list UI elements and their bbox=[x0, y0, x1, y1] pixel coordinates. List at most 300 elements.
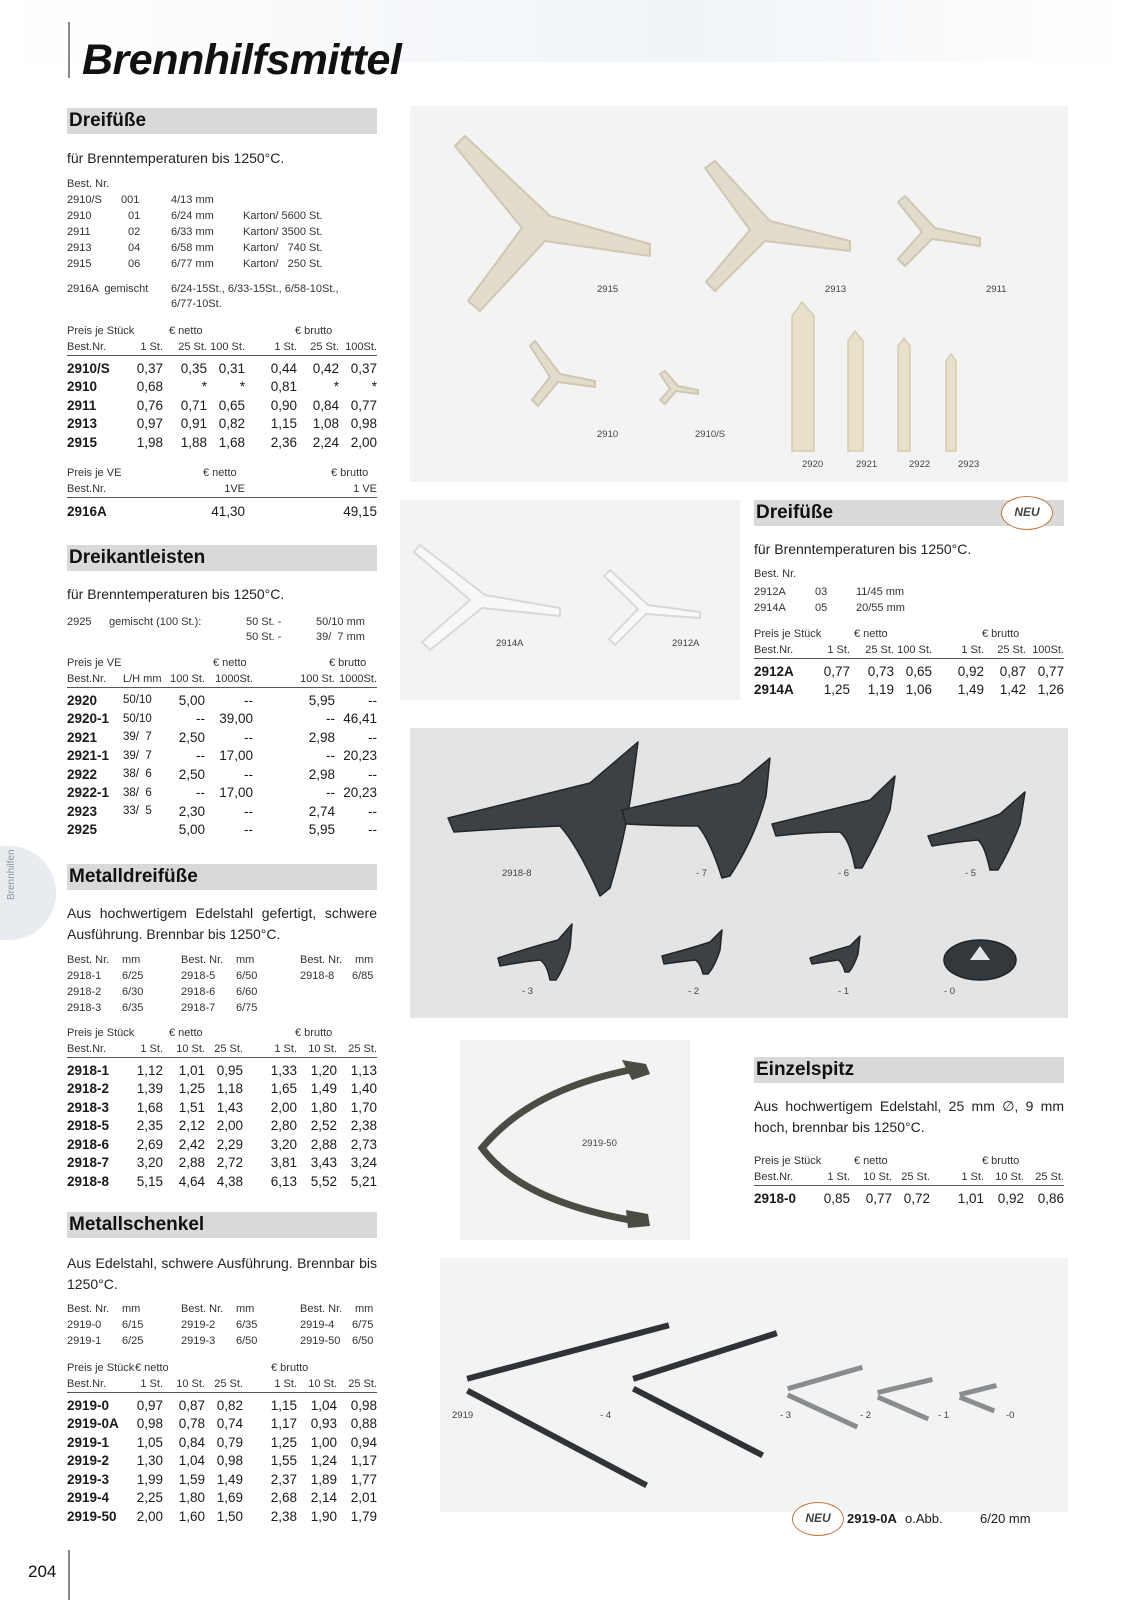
cell: 5,15 bbox=[136, 1173, 163, 1189]
cell: 0,92 bbox=[997, 1190, 1024, 1206]
col-header: 10 St. bbox=[863, 1171, 892, 1183]
cell: 3,20 bbox=[136, 1155, 163, 1171]
list-header: Best. Nr. bbox=[181, 1303, 224, 1315]
table-row bbox=[67, 1452, 377, 1471]
cell: 2,69 bbox=[136, 1136, 163, 1152]
bar-2923 bbox=[946, 354, 956, 451]
table-row bbox=[67, 1098, 377, 1117]
photo-metallschenkel bbox=[440, 1258, 1068, 1512]
caption: - 6 bbox=[838, 868, 850, 879]
cell: -- bbox=[196, 748, 205, 764]
item-code: 2911 bbox=[67, 226, 91, 238]
cell: 2919-0 bbox=[67, 1397, 110, 1413]
item-code: 2918-1 bbox=[67, 970, 102, 982]
cell: 2918-6 bbox=[67, 1136, 110, 1152]
photo-new-tripods bbox=[400, 500, 740, 700]
leg-2919-top bbox=[470, 1326, 666, 1378]
brutto-label: € brutto bbox=[295, 1027, 333, 1039]
cell: 0,35 bbox=[180, 360, 207, 376]
col-header: 25 St. bbox=[348, 1043, 377, 1055]
item-code: 2919-50 bbox=[300, 1335, 341, 1347]
col-header: 25 St. bbox=[214, 1043, 243, 1055]
cell: 0,65 bbox=[905, 663, 932, 679]
col-header: Best.Nr. bbox=[754, 644, 794, 656]
cell: -- bbox=[196, 785, 205, 801]
col-header: 1 St. bbox=[274, 341, 297, 353]
price-rows bbox=[67, 359, 377, 452]
mixed-part-a-size: 50/10 mm bbox=[316, 616, 365, 628]
cell: 17,00 bbox=[219, 785, 253, 801]
caption: - 3 bbox=[780, 1410, 792, 1421]
cell: 2918-3 bbox=[67, 1099, 110, 1115]
cell: 1,80 bbox=[310, 1099, 337, 1115]
cell: 0,77 bbox=[1037, 663, 1064, 679]
cell: 0,90 bbox=[270, 397, 297, 413]
caption: - 1 bbox=[938, 1410, 950, 1421]
item-code: 2915 bbox=[67, 258, 92, 270]
item-code: 2918-5 bbox=[181, 970, 216, 982]
price-label: Preis je Stück bbox=[754, 1155, 822, 1167]
item-size: 6/35 bbox=[122, 1002, 144, 1014]
brutto-label: € brutto bbox=[982, 1155, 1020, 1167]
cell: 1,42 bbox=[999, 682, 1026, 698]
cell: 2919-2 bbox=[67, 1453, 110, 1469]
netto-label: € netto bbox=[213, 657, 247, 669]
metallschenkel-intro: Aus Edelstahl, schwere Ausführung. Brennbar bis 1250°C. bbox=[67, 1255, 377, 1292]
page-title: Brennhilfsmittel bbox=[82, 36, 402, 84]
cell: 0,84 bbox=[178, 1434, 205, 1450]
cell: 0,73 bbox=[867, 663, 894, 679]
cell: 1,80 bbox=[178, 1490, 205, 1506]
cell: 0,76 bbox=[136, 397, 163, 413]
cell: 0,97 bbox=[136, 1397, 163, 1413]
cell: -- bbox=[368, 803, 377, 819]
cell: 0,87 bbox=[178, 1397, 205, 1413]
col-header: 1 St. bbox=[140, 1043, 163, 1055]
cell: 3,43 bbox=[310, 1155, 337, 1171]
mixed-code: 2925 bbox=[67, 616, 92, 628]
cell: 1,08 bbox=[312, 416, 339, 432]
col-header: 100St. bbox=[1032, 644, 1064, 656]
col-header: 10 St. bbox=[308, 1043, 337, 1055]
item-size: 6/50 bbox=[236, 1335, 258, 1347]
cell: 2,00 bbox=[350, 434, 377, 450]
item-size: 6/25 bbox=[122, 970, 144, 982]
list-header: mm bbox=[355, 954, 374, 966]
cell: 2911 bbox=[67, 397, 97, 413]
cell: 2910 bbox=[67, 379, 98, 395]
cell: 0,93 bbox=[310, 1416, 337, 1432]
cell: -- bbox=[368, 822, 377, 838]
item-code: 2918-8 bbox=[300, 970, 335, 982]
cell: 1,77 bbox=[350, 1471, 377, 1487]
cell: -- bbox=[244, 803, 253, 819]
tripod-2911 bbox=[898, 196, 980, 266]
cell: * bbox=[201, 379, 207, 395]
cell: 1,30 bbox=[136, 1453, 163, 1469]
cell: 2,72 bbox=[216, 1155, 243, 1171]
item-size: 6/30 bbox=[122, 986, 144, 998]
cell: 1,79 bbox=[350, 1508, 377, 1524]
list-header: mm bbox=[236, 954, 255, 966]
cell: 2,42 bbox=[178, 1136, 205, 1152]
netto-label: € netto bbox=[854, 628, 888, 640]
table-row bbox=[67, 415, 377, 434]
item-size-code: 02 bbox=[128, 226, 141, 238]
table-row bbox=[67, 1080, 377, 1099]
cell: 1,18 bbox=[216, 1081, 243, 1097]
cell: 0,98 bbox=[136, 1416, 163, 1432]
caption: 2919 bbox=[452, 1410, 474, 1421]
cell: 2922 bbox=[67, 766, 98, 782]
cell: 0,95 bbox=[216, 1062, 243, 1078]
table-row bbox=[67, 1507, 377, 1526]
caption: - 0 bbox=[944, 986, 956, 997]
netto-label: € netto bbox=[169, 325, 203, 337]
caption: 2911 bbox=[986, 284, 1007, 295]
col-header: 25 St. bbox=[348, 1378, 377, 1390]
caption: - 7 bbox=[696, 868, 708, 879]
cell: 2921 bbox=[67, 729, 98, 745]
price-rows bbox=[754, 662, 1064, 699]
cell: 1,25 bbox=[823, 682, 850, 698]
cell: 3,20 bbox=[270, 1136, 297, 1152]
cell: 2920 bbox=[67, 692, 98, 708]
cell: 5,00 bbox=[178, 692, 205, 708]
cell: 1,17 bbox=[350, 1453, 377, 1469]
list-header: Best. Nr. bbox=[754, 568, 797, 580]
cell: * bbox=[333, 379, 339, 395]
col-header: 1000St. bbox=[339, 673, 377, 685]
caption: 2923 bbox=[958, 459, 980, 470]
cell: 0,77 bbox=[865, 1190, 892, 1206]
cell: 1,19 bbox=[867, 682, 894, 698]
item-size-code: 05 bbox=[815, 602, 828, 614]
cell: 1,69 bbox=[216, 1490, 243, 1506]
cell: 1,55 bbox=[270, 1453, 297, 1469]
item-code: 2919-0 bbox=[67, 1319, 102, 1331]
cell: 2919-1 bbox=[67, 1434, 110, 1450]
brutto-label: € brutto bbox=[331, 467, 369, 479]
caption: 2922 bbox=[909, 459, 931, 470]
cell: 0,68 bbox=[136, 379, 163, 395]
cell: 1,13 bbox=[350, 1062, 377, 1078]
table-row bbox=[754, 662, 1064, 681]
cell: 0,98 bbox=[350, 1397, 377, 1413]
table-row bbox=[67, 1135, 377, 1154]
cell: 1,99 bbox=[136, 1471, 163, 1487]
cell: 2,29 bbox=[216, 1136, 243, 1152]
cell: -- bbox=[196, 711, 205, 727]
item-code: 2918-7 bbox=[181, 1002, 216, 1014]
cell: 5,95 bbox=[308, 822, 335, 838]
cell: 2918-7 bbox=[67, 1155, 110, 1171]
item-packaging: Karton/ 5600 St. bbox=[243, 210, 323, 222]
cell: 1,49 bbox=[310, 1081, 337, 1097]
cell: 0,77 bbox=[350, 397, 377, 413]
item-size: 6/75 bbox=[352, 1319, 374, 1331]
caption: 2912A bbox=[672, 638, 700, 649]
cell: 2,36 bbox=[270, 434, 297, 450]
cell: 2,14 bbox=[310, 1490, 337, 1506]
cell: 0,37 bbox=[136, 360, 163, 376]
cell: 0,74 bbox=[216, 1416, 243, 1432]
cell: 2919-0A bbox=[67, 1416, 119, 1432]
cell: 2,52 bbox=[310, 1118, 337, 1134]
item-size: 6/50 bbox=[236, 970, 258, 982]
cell: 2,50 bbox=[178, 729, 205, 745]
cell: 1,05 bbox=[136, 1434, 163, 1450]
cell: 4,38 bbox=[216, 1173, 243, 1189]
caption: 2914A bbox=[496, 638, 524, 649]
footer-note-label: o.Abb. bbox=[905, 1511, 943, 1526]
metal-disc-0 bbox=[944, 940, 1016, 980]
cell: 2,12 bbox=[178, 1118, 205, 1134]
cell: 2,98 bbox=[308, 729, 335, 745]
cell: 2,30 bbox=[178, 803, 205, 819]
caption: - 3 bbox=[522, 986, 534, 997]
leg-2-top bbox=[880, 1380, 930, 1392]
cell: 2919-3 bbox=[67, 1471, 110, 1487]
cell: 2,00 bbox=[136, 1508, 163, 1524]
cell: * bbox=[239, 379, 245, 395]
cell: 2913 bbox=[67, 416, 98, 432]
section-dreifuesse-heading: Dreifüße bbox=[67, 108, 377, 134]
leg-4-bottom bbox=[636, 1390, 760, 1454]
caption: -0 bbox=[1006, 1410, 1015, 1421]
cell: 3,24 bbox=[350, 1155, 377, 1171]
item-size: 6/50 bbox=[352, 1335, 374, 1347]
mixed-line-2: 6/77-10St. bbox=[171, 298, 222, 310]
cell: -- bbox=[368, 729, 377, 745]
cell: 1,68 bbox=[136, 1099, 163, 1115]
dreifuesse-neu-price-table bbox=[754, 627, 1064, 699]
table-row bbox=[67, 1470, 377, 1489]
table-row bbox=[754, 681, 1064, 700]
item-dimensions: 6/24 mm bbox=[171, 210, 214, 222]
caption: - 4 bbox=[600, 1410, 612, 1421]
col-header: 25 St. bbox=[214, 1378, 243, 1390]
photo-metal-tripods bbox=[410, 728, 1068, 1018]
col-header: 100 St. bbox=[170, 673, 205, 685]
cell: 1,88 bbox=[180, 434, 207, 450]
dreikantleisten-price-table bbox=[67, 656, 377, 839]
cell: 1,50 bbox=[216, 1508, 243, 1524]
caption: - 1 bbox=[838, 986, 850, 997]
col-header: 10 St. bbox=[995, 1171, 1024, 1183]
col-header: 1 St. bbox=[274, 1378, 297, 1390]
item-size: 6/25 bbox=[122, 1335, 144, 1347]
item-code: 2913 bbox=[67, 242, 92, 254]
leg-3-top bbox=[790, 1368, 860, 1388]
col-header: 1 St. bbox=[274, 1043, 297, 1055]
section-einzelspitz-heading: Einzelspitz bbox=[754, 1057, 1064, 1083]
mixed-line-1: 6/24-15St., 6/33-15St., 6/58-10St., bbox=[171, 283, 339, 295]
cell: 1,49 bbox=[216, 1471, 243, 1487]
metal-tripod-2918-8 bbox=[448, 742, 638, 896]
col-header: 25 St. bbox=[178, 341, 207, 353]
item-code: 2912A bbox=[754, 586, 786, 598]
cell: 1,33 bbox=[270, 1062, 297, 1078]
leg-1-bottom bbox=[962, 1398, 992, 1410]
list-header: mm bbox=[355, 1303, 374, 1315]
cell: 2,00 bbox=[270, 1099, 297, 1115]
cell: 1,15 bbox=[270, 416, 297, 432]
col-header: 25 St. bbox=[310, 341, 339, 353]
col-header: Best.Nr. bbox=[67, 341, 107, 353]
item-dimensions: 6/33 mm bbox=[171, 226, 214, 238]
cell: 2,98 bbox=[308, 766, 335, 782]
col-header: 10 St. bbox=[176, 1378, 205, 1390]
table-row bbox=[67, 1061, 377, 1080]
cell: 17,00 bbox=[219, 748, 253, 764]
table-row bbox=[67, 378, 377, 397]
footer-note-size: 6/20 mm bbox=[980, 1511, 1031, 1526]
caption: 2918-8 bbox=[502, 868, 532, 879]
cell: 1,15 bbox=[270, 1397, 297, 1413]
leg-3-bottom bbox=[790, 1396, 855, 1426]
cell: 39/ 7 bbox=[123, 749, 152, 762]
item-code: 2919-2 bbox=[181, 1319, 216, 1331]
cell: 33/ 5 bbox=[123, 805, 152, 818]
cell: 2918-2 bbox=[67, 1081, 110, 1097]
caption: 2910 bbox=[597, 429, 619, 440]
metal-tripod-5 bbox=[928, 792, 1025, 870]
cell: 1,39 bbox=[136, 1081, 163, 1097]
item-packaging: Karton/ 740 St. bbox=[243, 242, 323, 254]
col-header: 1 St. bbox=[827, 1171, 850, 1183]
bar-2920 bbox=[792, 302, 814, 451]
col-header: Best.Nr. bbox=[67, 673, 107, 685]
cell: 20,23 bbox=[343, 748, 377, 764]
cell: 5,52 bbox=[310, 1173, 337, 1189]
cell: 0,37 bbox=[350, 360, 377, 376]
cell: 1,40 bbox=[350, 1081, 377, 1097]
cell: 0,81 bbox=[270, 379, 297, 395]
cell: 1,25 bbox=[270, 1434, 297, 1450]
bent-leg-illustration bbox=[460, 1040, 690, 1240]
cell: 0,79 bbox=[216, 1434, 243, 1450]
brutto-label: € brutto bbox=[271, 1362, 309, 1374]
list-header: Best. Nr. bbox=[300, 954, 343, 966]
cell: 2919-4 bbox=[67, 1490, 110, 1506]
cell: 1,17 bbox=[270, 1416, 297, 1432]
cell: -- bbox=[326, 785, 335, 801]
cell: 50/10 bbox=[123, 694, 152, 707]
cell: 2919-50 bbox=[67, 1508, 117, 1524]
caption: 2913 bbox=[825, 284, 847, 295]
cell: -- bbox=[368, 692, 377, 708]
cell: 1,43 bbox=[216, 1099, 243, 1115]
col-header: 1 St. bbox=[961, 644, 984, 656]
cell: 0,42 bbox=[312, 360, 339, 376]
cell: 1,01 bbox=[957, 1190, 984, 1206]
table-row bbox=[67, 691, 377, 710]
tripod-2910 bbox=[530, 341, 595, 406]
dreifuesse-intro: für Brenntemperaturen bis 1250°C. bbox=[67, 150, 285, 166]
item-code: 2919-1 bbox=[67, 1335, 102, 1347]
item-size: 6/15 bbox=[122, 1319, 144, 1331]
cell: 5,21 bbox=[350, 1173, 377, 1189]
mixed-part-b-size: 39/ 7 mm bbox=[316, 631, 365, 643]
section-metalldreifuesse-heading: Metalldreifüße bbox=[67, 864, 377, 890]
cell: 2921-1 bbox=[67, 748, 110, 764]
table-row bbox=[67, 765, 377, 784]
cell: 0,78 bbox=[178, 1416, 205, 1432]
table-row bbox=[67, 396, 377, 415]
cell: 2,25 bbox=[136, 1490, 163, 1506]
cell: 1,98 bbox=[136, 434, 163, 450]
price-rows bbox=[67, 691, 377, 839]
cell: 2,38 bbox=[350, 1118, 377, 1134]
cell: -- bbox=[244, 766, 253, 782]
dreifuesse-neu-intro: für Brenntemperaturen bis 1250°C. bbox=[754, 541, 972, 557]
cell: 0,88 bbox=[350, 1416, 377, 1432]
new-tripods-illustration bbox=[400, 500, 740, 700]
cell: 5,00 bbox=[178, 822, 205, 838]
item-dimensions: 6/77 mm bbox=[171, 258, 214, 270]
metalldreifuesse-price-table bbox=[67, 1026, 377, 1191]
cell: 3,81 bbox=[270, 1155, 297, 1171]
cell: 2912A bbox=[754, 663, 794, 679]
leg-4-top bbox=[636, 1334, 774, 1378]
cell: 38/ 6 bbox=[123, 786, 152, 799]
table-row bbox=[67, 821, 377, 840]
col-header: Best.Nr. bbox=[754, 1171, 794, 1183]
item-size: 6/35 bbox=[236, 1319, 258, 1331]
cell: 2910/S bbox=[67, 360, 110, 376]
photo-ceramic-tripods bbox=[410, 106, 1068, 482]
cell: 1,00 bbox=[310, 1434, 337, 1450]
cell: 5,95 bbox=[308, 692, 335, 708]
list-header: Best. Nr. bbox=[67, 1303, 110, 1315]
dreifuesse-item-list bbox=[67, 193, 377, 273]
metallschenkel-price-table bbox=[67, 1361, 377, 1526]
cell: 6,13 bbox=[270, 1173, 297, 1189]
cell: 39,00 bbox=[219, 711, 253, 727]
caption: - 5 bbox=[965, 868, 977, 879]
bar-2921 bbox=[848, 331, 863, 451]
table-row bbox=[67, 1154, 377, 1173]
neu-badge: NEU bbox=[792, 1502, 844, 1536]
tripod-2910s bbox=[660, 371, 698, 404]
cell: 1,51 bbox=[178, 1099, 205, 1115]
cell: 1,01 bbox=[178, 1062, 205, 1078]
mixed-part-b: 50 St. - bbox=[246, 631, 282, 643]
col-header: 1 VE bbox=[353, 483, 377, 495]
table-row bbox=[67, 359, 377, 378]
item-code: 2918-6 bbox=[181, 986, 216, 998]
cell: -- bbox=[244, 692, 253, 708]
cell: 2925 bbox=[67, 822, 98, 838]
item-size: 6/85 bbox=[352, 970, 374, 982]
cell: 0,91 bbox=[180, 416, 207, 432]
col-header: 100 St. bbox=[897, 644, 932, 656]
item-packaging: Karton/ 250 St. bbox=[243, 258, 323, 270]
item-code: 2910 bbox=[67, 210, 92, 222]
cell: 0,97 bbox=[136, 416, 163, 432]
cell: -- bbox=[326, 748, 335, 764]
dreifuesse-list-header: Best. Nr. bbox=[67, 178, 110, 190]
item-code: 2919-3 bbox=[181, 1335, 216, 1347]
cell: 0,44 bbox=[270, 360, 297, 376]
netto-label: € netto bbox=[854, 1155, 888, 1167]
cell: 1,90 bbox=[310, 1508, 337, 1524]
item-size: 6/75 bbox=[236, 1002, 258, 1014]
col-header: 1000St. bbox=[215, 673, 253, 685]
price-rows bbox=[67, 1061, 377, 1191]
cell: 1,89 bbox=[310, 1471, 337, 1487]
